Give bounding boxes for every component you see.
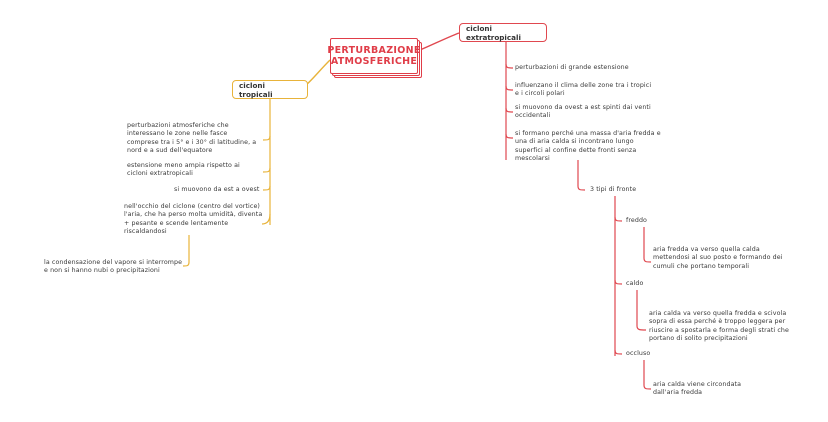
link-front-caldo [615, 280, 622, 284]
branch-left-label: cicloni tropicali [239, 80, 273, 99]
link-right-item1 [506, 64, 513, 68]
root-title-line1: PERTURBAZIONE [327, 45, 421, 56]
front-caldo[interactable]: caldo [626, 280, 644, 287]
right-node-climate[interactable]: influenzano il clima delle zone tra i tropici e i circoli polari [515, 82, 652, 98]
link-left-item1 [263, 136, 270, 140]
right-node-direction[interactable]: si muovono da ovest a est spinti dai venti occidentali [515, 104, 651, 120]
front-caldo-desc[interactable]: aria calda va verso quella fredda e scivola sopra di essa perché è troppo leggera per riuscire a spostarla e forma degli strati che portano di solito precipitazioni [649, 310, 789, 343]
link-right-item2 [506, 86, 513, 90]
branch-cicloni-extratropicali[interactable] [459, 23, 547, 42]
root-box [327, 38, 421, 74]
link-right-item4 [506, 134, 513, 138]
left-node-zones[interactable]: perturbazioni atmosferiche che interessano le zone nelle fasce comprese tra i 5° e i 30° di latitudine, a nord e a sud dell'equatore [127, 122, 257, 155]
link-right-fronts [578, 160, 585, 190]
front-freddo-desc[interactable]: aria fredda va verso quella calda mettendosi al suo posto e formando dei cumuli che portano temporali [653, 246, 783, 270]
root-topic[interactable] [327, 38, 421, 76]
link-left-item3 [263, 186, 270, 190]
branch-cicloni-tropicali[interactable] [232, 80, 308, 99]
front-occluso-desc[interactable]: aria calda viene circondata dall'aria fredda [653, 381, 742, 397]
root-title-line2: ATMOSFERICHE [330, 56, 418, 67]
link-occluso-desc [644, 360, 651, 389]
link-freddo-desc [644, 227, 651, 262]
left-node-condensation[interactable]: la condensazione del vapore si interrompe e non si hanno nubi o precipitazioni [44, 259, 183, 275]
left-node-eye[interactable]: nell'occhio del ciclone (centro del vortice) l'aria, che ha perso molta umidità, diventa + pesante e scende lentamente riscaldandosi [124, 203, 263, 236]
left-node-extent[interactable]: estensione meno ampia rispetto ai cicloni extratropicali [127, 162, 240, 178]
link-caldo-desc [637, 290, 646, 330]
left-node-direction[interactable]: si muovono da est a ovest [174, 186, 260, 193]
link-root-right [420, 33, 459, 50]
node-fronts-types[interactable]: 3 tipi di fronte [590, 186, 637, 193]
link-right-item3 [506, 108, 513, 112]
right-node-extent[interactable]: perturbazioni di grande estensione [515, 64, 629, 71]
branch-right-label: cicloni extratropicali [466, 23, 521, 42]
front-occluso[interactable]: occluso [626, 350, 651, 357]
link-front-freddo [615, 217, 622, 221]
link-left-item2 [263, 168, 270, 172]
right-node-formation[interactable]: si formano perché una massa d'aria fredda e una di aria calda si incontrano lungo superfici al confine dette fronti senza mescolarsi [515, 130, 661, 163]
front-freddo[interactable]: freddo [626, 217, 647, 224]
link-front-occluso [615, 350, 622, 354]
